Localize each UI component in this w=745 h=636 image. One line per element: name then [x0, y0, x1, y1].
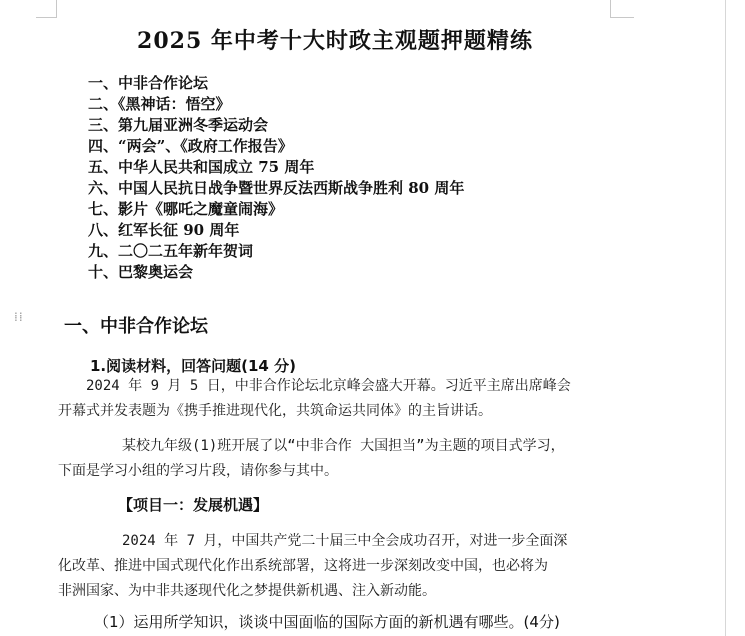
crop-mark-top-left: [56, 0, 57, 18]
project-heading: 【项目一：发展机遇】: [118, 496, 269, 514]
document-title: 2025 年中考十大时政主观题押题精练: [137, 28, 533, 54]
page-edge-rule: [725, 0, 726, 636]
question-heading: 1.阅读材料，回答问题(14 分): [90, 357, 296, 375]
crop-mark-top-right: [610, 17, 634, 18]
toc-item: 五、中华人民共和国成立 75 周年: [88, 158, 315, 176]
toc-item: 一、中非合作论坛: [88, 74, 209, 92]
paragraph-line: 开幕式并发表题为《携手推进现代化，共筑命运共同体》的主旨讲话。: [58, 403, 492, 419]
paragraph-line: 化改革、推进中国式现代化作出系统部署，这将进一步深刻改变中国，也必将为: [58, 558, 548, 574]
toc-item: 九、二〇二五年新年贺词: [88, 242, 254, 260]
toc-item: 八、红军长征 90 周年: [88, 221, 240, 239]
toc-item: 三、第九届亚洲冬季运动会: [88, 116, 269, 134]
toc-item: 六、中国人民抗日战争暨世界反法西斯战争胜利 80 周年: [88, 179, 465, 197]
drag-handle-icon[interactable]: ⁞⁞: [14, 310, 24, 324]
crop-mark-top-left: [36, 17, 57, 18]
toc-item: 七、影片《哪吒之魔童闹海》: [88, 200, 284, 218]
paragraph-line: 2024 年 7 月，中国共产党二十届三中全会成功召开，对进一步全面深: [122, 533, 568, 549]
paragraph-line: 下面是学习小组的学习片段，请你参与其中。: [58, 463, 338, 479]
section-heading[interactable]: 一、中非合作论坛: [64, 316, 208, 337]
paragraph-line: 某校九年级(1)班开展了以“中非合作 大国担当”为主题的项目式学习，: [122, 438, 565, 454]
toc-item: 四、“两会”、《政府工作报告》: [88, 137, 293, 155]
crop-mark-top-right: [610, 0, 611, 18]
material-paragraph: [58, 434, 565, 484]
toc-item: 二、《黑神话：悟空》: [88, 95, 231, 113]
table-of-contents: [88, 73, 464, 283]
paragraph-line: 2024 年 9 月 5 日，中非合作论坛北京峰会盛大开幕。习近平主席出席峰会: [86, 378, 571, 394]
material-paragraph: [58, 529, 567, 604]
paragraph-line: 非洲国家、为中非共逐现代化之梦提供新机遇、注入新动能。: [58, 583, 436, 599]
sub-question: （1）运用所学知识，谈谈中国面临的国际方面的新机遇有哪些。(4分): [94, 613, 560, 631]
material-paragraph: [58, 374, 571, 424]
toc-item: 十、巴黎奥运会: [88, 263, 194, 281]
